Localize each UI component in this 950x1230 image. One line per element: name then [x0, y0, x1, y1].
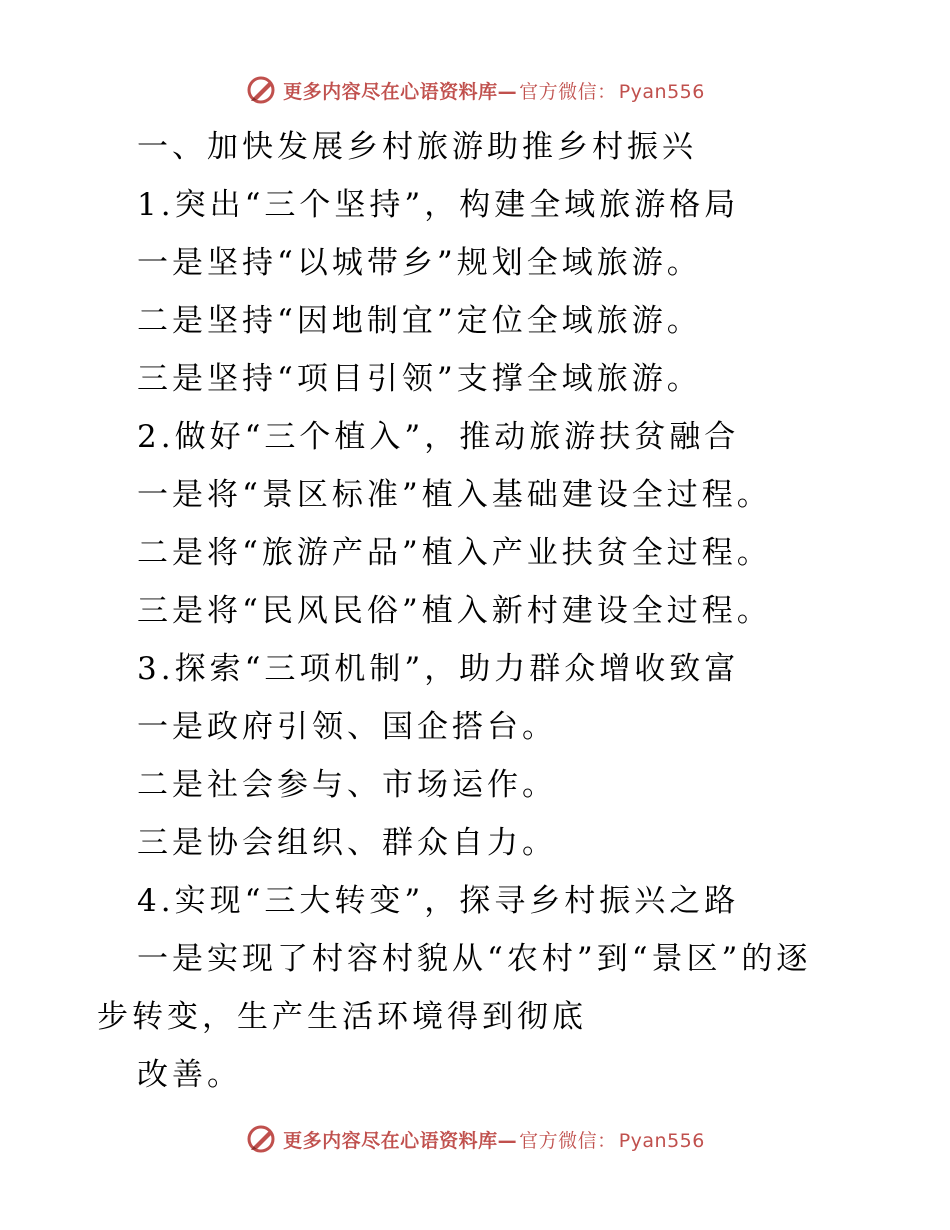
pen-logo-icon [245, 1122, 279, 1156]
pen-logo-icon [245, 73, 279, 107]
paragraph-line: 三是将“民风民俗”植入新村建设全过程。 [137, 593, 772, 629]
footer-banner [0, 1119, 950, 1159]
paragraph-line-continued: 步转变，生产生活环境得到彻底 [97, 999, 587, 1035]
banner-title: 更多内容尽在心语资料库 [283, 1129, 498, 1152]
paragraph-line: 三是协会组织、群众自力。 [137, 825, 557, 861]
subheading-4: 4.实现“三大转变”，探寻乡村振兴之路 [137, 883, 740, 919]
banner-dash: — [497, 1129, 518, 1152]
paragraph-line: 三是坚持“项目引领”支撑全域旅游。 [137, 361, 702, 397]
banner-text [283, 77, 705, 104]
subheading-3: 3.探索“三项机制”，助力群众增收致富 [137, 651, 740, 687]
paragraph-line: 一是实现了村容村貌从“农村”到“景区”的逐 [137, 941, 812, 977]
banner-wechat-label: 官方微信： [519, 80, 617, 103]
paragraph-line: 改善。 [137, 1057, 242, 1093]
paragraph-line: 一是政府引领、国企搭台。 [137, 709, 557, 745]
banner-title: 更多内容尽在心语资料库 [283, 80, 498, 103]
subheading-2: 2.做好“三个植入”，推动旅游扶贫融合 [137, 419, 740, 455]
banner-wechat-label: 官方微信： [519, 1129, 617, 1152]
paragraph-line: 二是社会参与、市场运作。 [137, 767, 557, 803]
paragraph-line: 二是将“旅游产品”植入产业扶贫全过程。 [137, 535, 772, 571]
banner-dash: — [497, 80, 518, 103]
paragraph-line: 二是坚持“因地制宜”定位全域旅游。 [137, 303, 702, 339]
section-heading: 一、加快发展乡村旅游助推乡村振兴 [137, 129, 697, 165]
banner-wechat-id: Pyan556 [618, 1129, 705, 1152]
banner-wechat-id: Pyan556 [618, 80, 705, 103]
header-banner [0, 70, 950, 110]
paragraph-line: 一是坚持“以城带乡”规划全域旅游。 [137, 245, 702, 281]
paragraph-line: 一是将“景区标准”植入基础建设全过程。 [137, 477, 772, 513]
subheading-1: 1.突出“三个坚持”，构建全域旅游格局 [137, 187, 740, 223]
banner-text [283, 1126, 705, 1153]
